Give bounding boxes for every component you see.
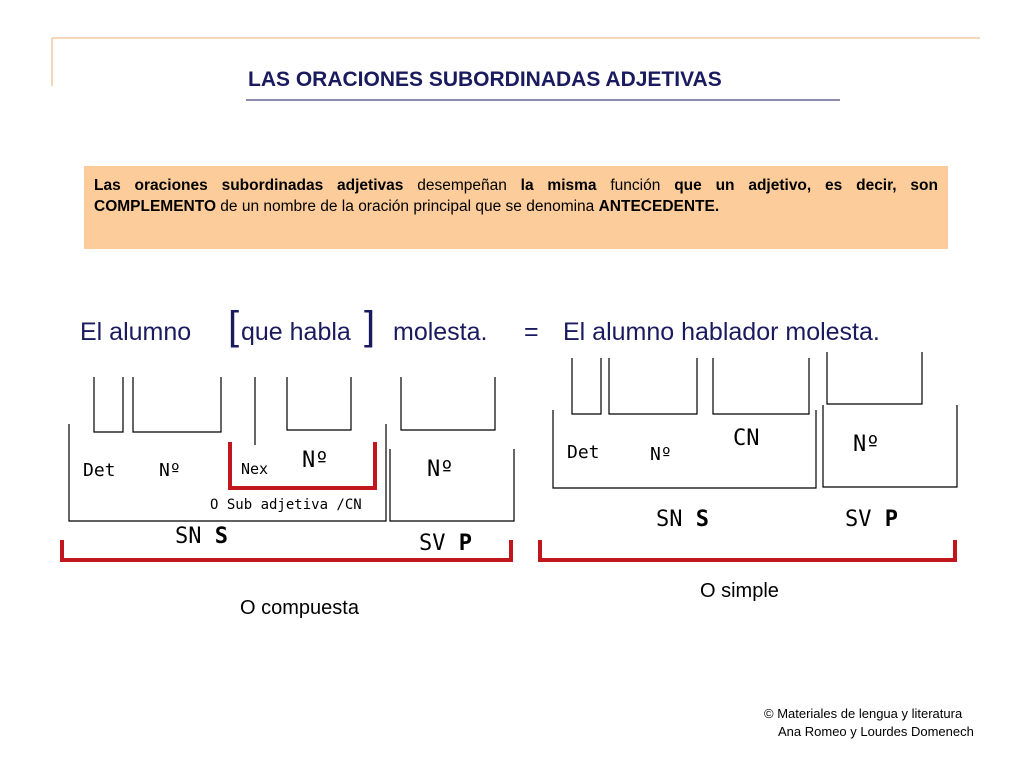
label-sn-right — [656, 507, 709, 532]
credits — [764, 705, 974, 741]
label-sv-right — [845, 507, 898, 532]
bracket-n3-left — [401, 377, 495, 430]
sentence-left-predicate: molesta. — [393, 318, 488, 346]
relative-clause-text: que habla — [241, 318, 351, 346]
bracket-n-right — [609, 358, 697, 414]
definition-text-part: la misma — [520, 177, 597, 194]
bracket-n2-left — [287, 377, 351, 430]
definition-text-part: Las oraciones subordinadas adjetivas — [94, 177, 404, 194]
definition-text-part: que un adjetivo, es decir, son COMPLEMENTO — [94, 177, 938, 215]
label-n1-right: Nº — [650, 444, 672, 465]
relative-close-bracket: ] — [364, 304, 376, 348]
label-n1-left: Nº — [159, 460, 181, 481]
bracket-det-right — [572, 358, 601, 414]
label-sv-left-function: P — [458, 531, 472, 556]
label-sv-right-function: P — [884, 507, 898, 532]
label-sn-left-prefix: SN — [175, 524, 215, 549]
bracket-n-left — [133, 377, 221, 432]
definition-text-part: oración — [358, 198, 410, 215]
label-simple-sentence: O simple — [700, 580, 779, 602]
definition-text-part: principal que se denomina — [409, 198, 599, 215]
label-sn-right-function: S — [695, 507, 709, 532]
label-det-right: Det — [567, 442, 600, 463]
label-sv-left — [419, 531, 472, 556]
bracket-sv-right — [823, 405, 957, 487]
definition-text-part: ANTECEDENTE. — [598, 198, 720, 215]
red-bracket-simple — [540, 540, 955, 560]
sentence-right: El alumno hablador molesta. — [563, 318, 880, 346]
definition-text-part: desempeñan — [403, 177, 521, 194]
relative-open-bracket: [ — [228, 304, 240, 348]
label-sn-right-prefix: SN — [656, 507, 696, 532]
label-cn-right: CN — [733, 426, 760, 451]
definition-text-part: de un nombre de la — [216, 198, 359, 215]
label-n3-left: Nº — [427, 457, 454, 482]
sentence-left-subject: El alumno — [80, 318, 192, 346]
label-sv-right-prefix: SV — [845, 507, 885, 532]
label-compound-sentence: O compuesta — [240, 597, 359, 619]
label-sn-left-function: S — [214, 524, 228, 549]
label-nex-left: Nex — [241, 460, 269, 478]
label-n2-left: Nº — [302, 448, 329, 473]
bracket-cn-right — [713, 358, 809, 414]
definition-text-part: función — [596, 177, 675, 194]
label-det-left: Det — [83, 460, 116, 481]
page-title: LAS ORACIONES SUBORDINADAS ADJETIVAS — [248, 68, 722, 91]
label-n2-right: Nº — [853, 432, 880, 457]
credits-line-2: Ana Romeo y Lourdes Domenech — [778, 724, 974, 739]
bracket-n2-right — [827, 352, 922, 404]
credits-line-1: © Materiales de lengua y literatura — [764, 706, 963, 721]
label-sv-left-prefix: SV — [419, 531, 459, 556]
label-subordinate-clause: O Sub adjetiva /CN — [210, 497, 362, 513]
bracket-det-left — [94, 377, 123, 432]
label-sn-left — [175, 524, 228, 549]
equals-sign: = — [524, 318, 539, 346]
